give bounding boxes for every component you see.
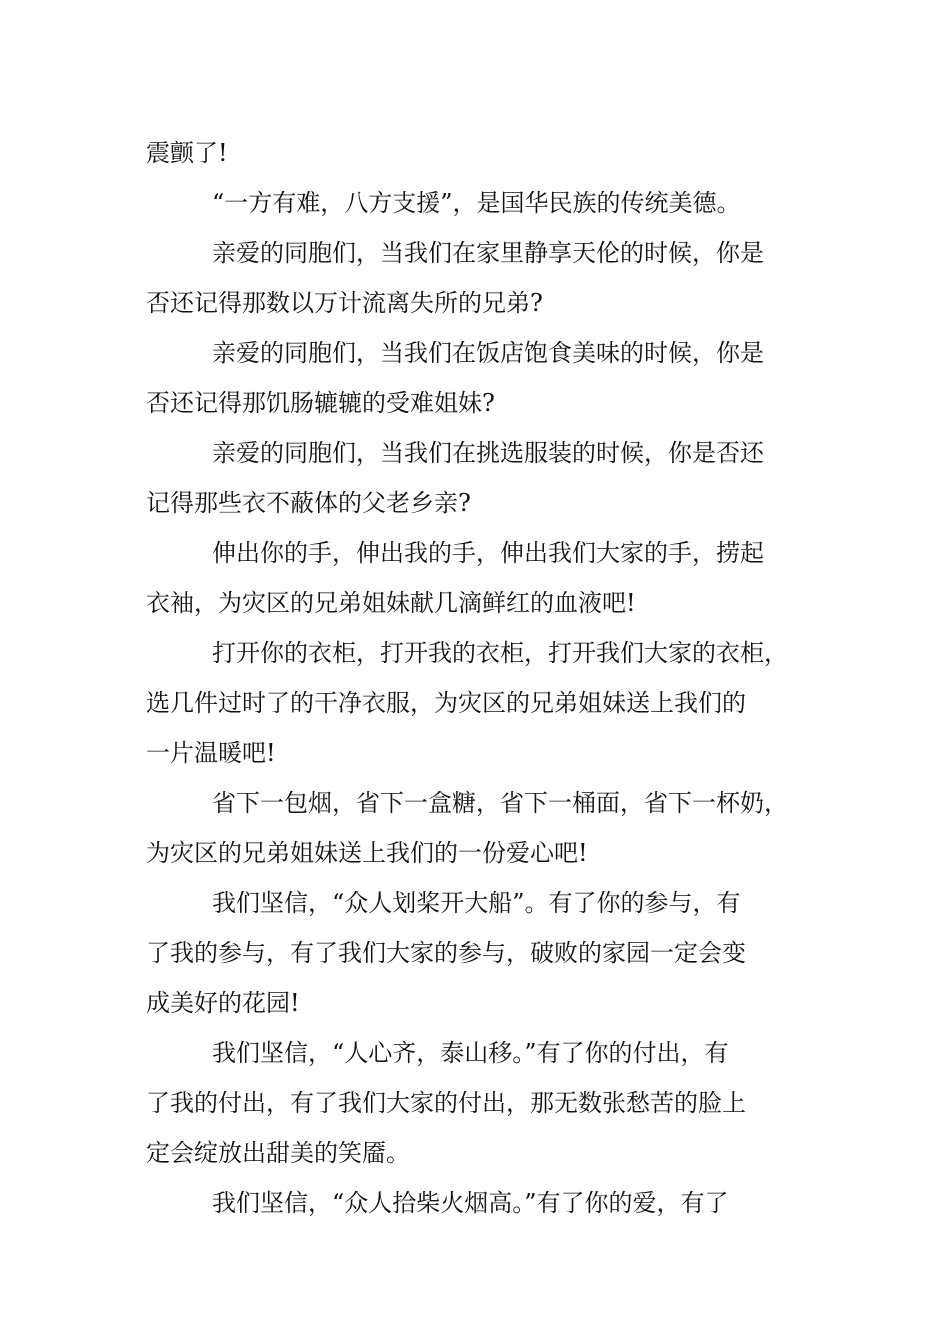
text-line-18: 成美好的花园! <box>146 989 300 1017</box>
text-line-5: 亲爱的同胞们，当我们在饭店饱食美味的时候，你是 <box>212 339 764 367</box>
text-line-20: 了我的付出，有了我们大家的付出，那无数张愁苦的脸上 <box>146 1089 746 1117</box>
text-line-12: 选几件过时了的干净衣服，为灾区的兄弟姐妹送上我们的 <box>146 689 746 717</box>
text-line-19: 我们坚信，“人心齐，泰山移。”有了你的付出，有 <box>212 1039 729 1067</box>
text-line-4: 否还记得那数以万计流离失所的兄弟? <box>146 289 543 317</box>
text-line-1: 震颤了! <box>146 139 228 167</box>
text-line-8: 记得那些衣不蔽体的父老乡亲? <box>146 489 471 517</box>
text-line-2: “一方有难，八方支援”，是国华民族的传统美德。 <box>212 189 741 217</box>
text-line-22: 我们坚信，“众人拾柴火烟高。”有了你的爱，有了 <box>212 1189 729 1217</box>
text-line-15: 为灾区的兄弟姐妹送上我们的一份爱心吧! <box>146 839 588 867</box>
text-line-16: 我们坚信，“众人划桨开大船”。有了你的参与，有 <box>212 889 741 917</box>
text-line-13: 一片温暖吧! <box>146 739 276 767</box>
text-line-7: 亲爱的同胞们，当我们在挑选服装的时候，你是否还 <box>212 439 764 467</box>
text-line-21: 定会绽放出甜美的笑靥。 <box>146 1139 410 1167</box>
text-line-14: 省下一包烟，省下一盒糖，省下一桶面，省下一杯奶， <box>212 789 788 817</box>
text-line-17: 了我的参与，有了我们大家的参与，破败的家园一定会变 <box>146 939 746 967</box>
text-line-6: 否还记得那饥肠辘辘的受难姐妹? <box>146 389 495 417</box>
text-line-10: 衣袖，为灾区的兄弟姐妹献几滴鲜红的血液吧! <box>146 589 636 617</box>
text-line-9: 伸出你的手，伸出我的手，伸出我们大家的手，捞起 <box>212 539 764 567</box>
text-line-11: 打开你的衣柜，打开我的衣柜，打开我们大家的衣柜， <box>212 639 788 667</box>
text-line-3: 亲爱的同胞们，当我们在家里静享天伦的时候，你是 <box>212 239 764 267</box>
